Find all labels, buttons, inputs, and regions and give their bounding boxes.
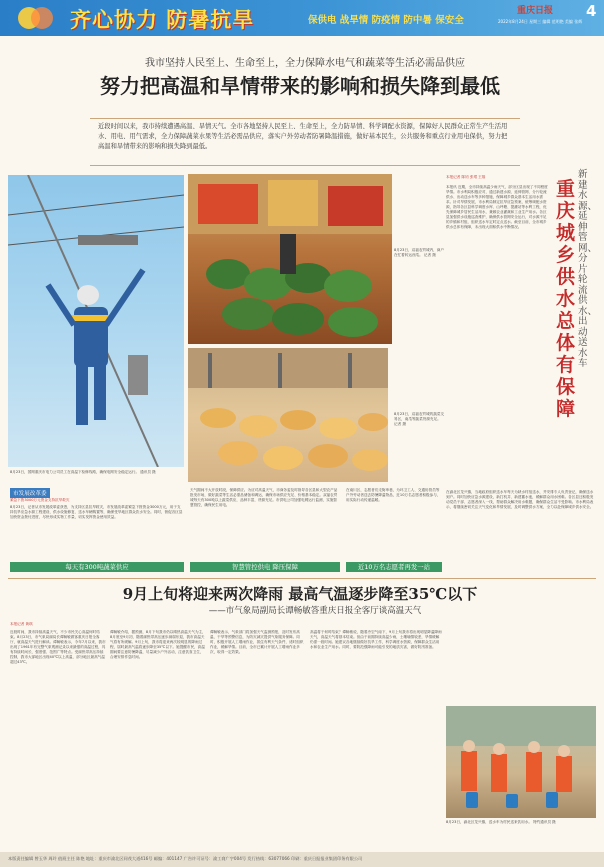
article2-col3: 谭畅敏表示，气象部门将加强天气监测预报，及时发布高温、干旱等预警信息，为防灾减灾提供气象服务保障。同时，积极开展人工增雨作业，抓住有利天气条件，适时组织作业，缓解旱情。目前，全市已累计开展人工增雨作业多次，取得一定效果。: [210, 630, 304, 654]
section-tag-left: 市发展改革委: [10, 488, 50, 498]
article2-col2: 谭畅敏介绍，据预测，8月下旬我市仍以晴热高温天气为主，8月底至9月初，随着副热带高压逐步减弱东退，我市高温天气将有所缓解。9月上旬，我市将迎来两次较明显的降雨过程，届时最高气温将逐步降至35℃以下。她提醒市民，高温期间要注意防暑降温，尽量减少户外活动，注意饮食卫生，合理安排作息时间。: [110, 630, 206, 659]
article2-col4: 高温将于何时结束？谭畅敏说，随着冷空气南下，9月上旬我市将出现明显降温降雨天气，高温天气将基本结束。但由于前期持续高温少雨，土壤墒情较差，旱情缓解仍需一段时间。她建议各地继续做好抗旱工作，科学调度水资源，保障群众生活用水和农业生产用水。同时，要防范强降雨可能引发的地质灾害，做好防汛准备。: [310, 630, 442, 649]
photo-pumpkin-market: [188, 348, 388, 482]
pumpkin-caption: 8月23日，双福农贸城的蔬菜交易区，南瓜等蔬菜货源充足。记者 摄: [394, 412, 444, 426]
left-body-text: 8月23日，记者从市发展改革委获悉，为支持区县抗旱救灾，市发展改革委紧急下拨资金3000万元，用于支持抗旱应急水源工程建设、供水设施修复、送水车辆购置等，确保受旱地区群众饮水安全。同时，督促各区县加快资金拨付进度，尽快形成实物工作量，切实发挥资金使用效益。: [10, 505, 183, 519]
sidebar-kicker: 新建水源、延伸管网、分片轮流供水、出动送水车: [578, 169, 598, 369]
worker-caption: 8月23日，国网重庆市电力公司员工在高温下检修线路，确保电网安全稳定运行。 通讯员 摄: [10, 470, 156, 474]
sub-bar-vegetables: 每天有300吨蔬菜供应: [10, 562, 184, 572]
middle-body-text: 天气期间不大开放时段，保障供应。为应对高温天气，市商务委及时指导各区县和大型农产品批发市场，做好蔬菜等生活必需品储备和调运，确保市场供应充足、价格基本稳定。双福农贸城每天有300吨以上蔬菜供应，品种丰富，货源充足。市供电公司加强电网运行监测，实施智慧管控，确保民生用电。: [190, 488, 338, 507]
water-delivery-illustration: [446, 706, 596, 818]
sidebar-body-text: 本报讯 近期，全市持续高温少雨天气，部分区县出现了不同程度旱情。市水利局积极应对，通过新建水源、延伸管网、分片轮流供水、出动送水车等多种措施，保障城乡群众基本生活用水需求。针对旱情发展，市水利局制定抗旱应急预案，统筹调配水资源，指导各区县科学调度水库、山坪塘、提灌站等水利工程，优先保障城乡居民生活用水，兼顾农业灌溉和工业生产用水。各区县加强供水设施巡查维护，确保供水管网安全运行，对水源不足的乡镇和村组，组织送水车定时定点送水。截至目前，全市城乡供水总体有保障，未出现大面积供水中断情况。: [446, 185, 548, 229]
photo-water-delivery: [446, 706, 596, 818]
right-body-text-2: 在渝北区龙兴镇，当地政府组织送水车每天为缺水村组送水，并安排专人负责登记，确保送水到户。同时加快应急水源建设，新打机井、新建蓄水池，缓解群众用水困难。各区县还积极发动党员干部、志愿者深入一线，帮助群众解决用水难题，确保群众生活不受影响。市水利局表示，将继续密切关注天气变化和旱情发展，及时调整供水方案，全力以赴保障城乡供水安全。: [446, 490, 594, 509]
article2-byline: 本报记者 黄琪: [10, 622, 33, 626]
newspaper-brand: 重庆日报: [517, 6, 554, 16]
dateline: 2022年8月24日 星期三 编辑 范明艳 美编 张辉: [498, 19, 583, 24]
article-lead: 近段时间以来，我市持续遭遇高温、旱情天气。全市各地坚持人民至上、生命至上，全力防旱情、科学调配水资源，保障好人民群众正常生产生活用水、用电、用气需求，全力保障蔬菜水果等生活必需品供应，落实户外劳动者防暑降温措施，做好基本民生，公共服务和重点行业用电保供，努力把高温和旱情带来的影响和损失降到最低。: [98, 123, 508, 150]
sub-bar-volunteers: 近10万名志愿者再发一站: [346, 562, 442, 572]
sub-bar-power: 智慧管控供电 降压保障: [190, 562, 340, 572]
article2-col1: 近段时间，我市持续高温天气，不少市民关心高温何时结束。8月23日，市气象局副局长谭畅敏做客重庆日报全客厅，就高温天气进行解读。谭畅敏表示，今年7月以来，我市出现了1961年有完整气象观测记录以来最强的高温过程，具有持续时间长、强度强、范围广等特点。受副热带高压持续控制，我市大部地区出现40℃以上高温，部分地区最高气温超过43℃。: [10, 630, 106, 664]
divider: [8, 578, 596, 579]
photo-power-worker: [8, 175, 184, 467]
footer-text: 本版责任编辑 曾玉华 周玲 值班主任 陈艳 地址：重庆市渝北区同茂大道416号 邮编：401147 广告许可证号：渝工商广字004号 发行热线：63077066 印刷：重庆日报报业集团印务有限公司: [8, 856, 363, 861]
sidebar-byline: 本报记者 陈钧 张珺 王翔: [446, 175, 486, 179]
logo-icon: [14, 3, 58, 33]
watermelon-illustration: [188, 174, 392, 344]
banner-subtitle: 保供电 战旱情 防疫情 防中暑 保安全: [308, 15, 464, 26]
power-worker-illustration: [8, 175, 184, 467]
middle-right-body-text: 在南川区，志愿者们走街串巷，为环卫工人、交通协管员等户外劳动者送去防暑降温物品，近10万名志愿者积极参与，用实际行动传递温暖。: [346, 488, 441, 502]
article2-headline: 9月上旬将迎来两次降雨 最高气温逐步降至35℃以下: [122, 585, 478, 603]
sidebar-headline: 重庆城乡供水总体有保障: [556, 178, 576, 420]
water-delivery-caption: 8月23日，渝北区龙兴镇，送水车为村民送来饮用水。 特约通讯员 摄: [446, 820, 556, 824]
pumpkin-illustration: [188, 348, 388, 482]
article-headline: 努力把高温和旱情带来的影响和损失降到最低: [100, 74, 500, 98]
watermelon-caption: 8月23日，双福农贸城内，商户在忙着转运西瓜。 记者 摄: [394, 248, 444, 257]
photo-watermelon-market: [188, 174, 392, 344]
article-kicker: 我市坚持人民至上、生命至上，全力保障水电气和蔬菜等生活必需品供应: [145, 58, 465, 69]
banner-title: 齐心协力 防暑抗旱: [70, 7, 255, 32]
article2-subtitle: ——市气象局副局长谭畅敏答重庆日报全客厅谈高温天气: [208, 606, 422, 616]
left-lead: 紧急下拨3000万元资金支持抗旱救灾: [10, 498, 70, 502]
page-number: 4: [586, 2, 597, 20]
